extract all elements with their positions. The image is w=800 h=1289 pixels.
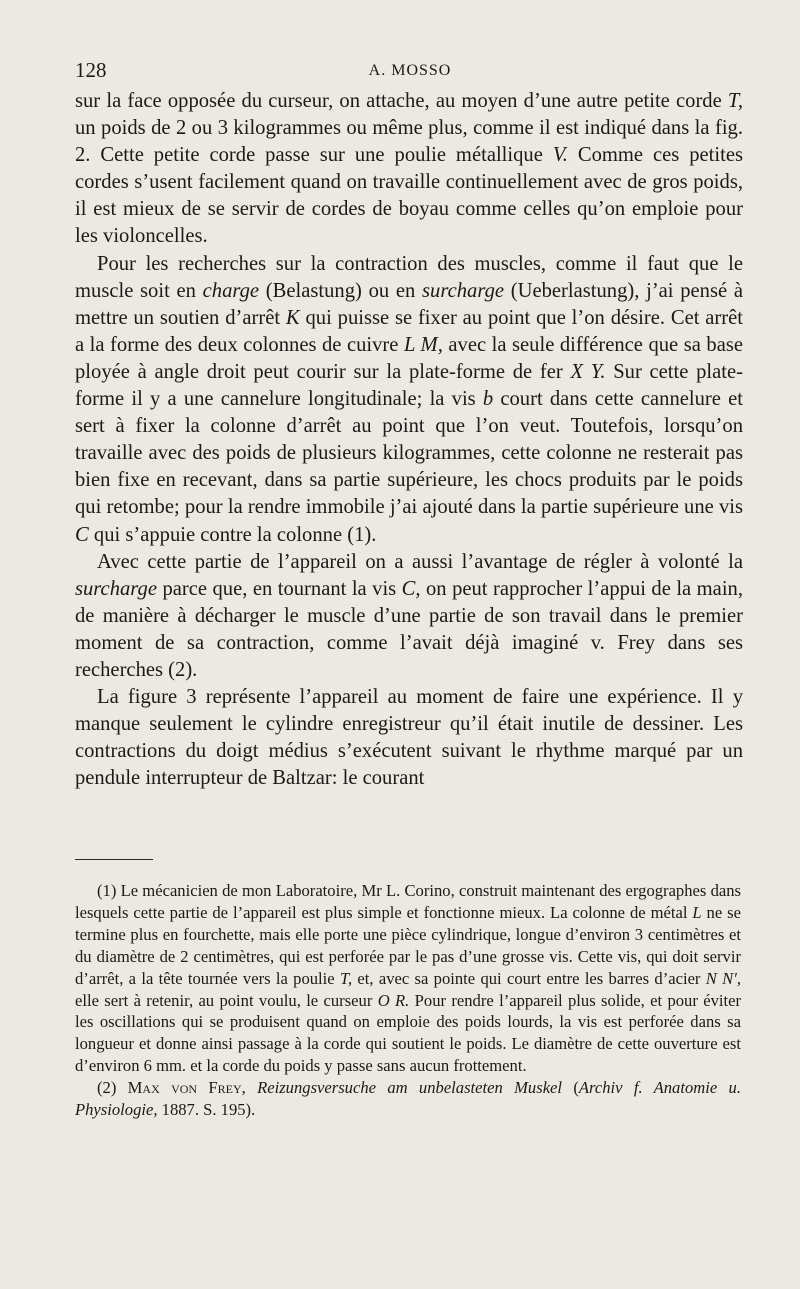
footnotes bbox=[75, 880, 741, 1121]
running-head-author: A. MOSSO bbox=[368, 62, 452, 79]
paragraph-2: Pour les recherches sur la contraction des muscles, comme il faut que le muscle soit en charge (Belastung) ou en surcharge (Ueberlastung), j’ai pensé à mettre un soutien d’arrêt K qui puisse se fixer au point que l’on désire. Cet arrêt a la forme des deux colonnes de cuivre L M, avec la seule différence que sa base ployée à angle droit peut courir sur la plate-forme de fer X Y. Sur cette plate-forme il y a une cannelure longitudinale; la vis b court dans cette cannelure et sert à fixer la colonne d’arrêt au point que l’on veut. Toutefois, lorsqu’on travaille avec des poids de plusieurs kilogrammes, cette colonne ne resterait pas bien fixe en recevant, dans sa partie supérieure, les chocs produits par le poids qui retombe; pour la rendre immobile j’ai ajouté dans la partie supérieure une vis C qui s’appuie contre la colonne (1). bbox=[75, 252, 743, 546]
running-head bbox=[75, 58, 745, 84]
main-text bbox=[75, 88, 743, 792]
footnote-2: (2) Max von Frey, Reizungsversuche am unbelasteten Muskel (Archiv f. Anatomie u. Physiologie, 1887. S. 195). bbox=[75, 1078, 741, 1120]
footnote-1: (1) Le mécanicien de mon Laboratoire, Mr L. Corino, construit maintenant des ergographes dans lesquels cette partie de l’appareil est plus simple et fonctionne mieux. La colonne de métal L ne se termine plus en fourchette, mais elle porte une pièce cylindrique, longue d’environ 3 centimètres et du diamètre de 2 centimètres, qui est perforée par le pas d’une grosse vis. Cette vis, qui doit servir d’arrêt, a la tête tournée vers la poulie T, et, avec sa pointe qui court entre les barres d’acier N N′, elle sert à retenir, au point voulu, le curseur O R. Pour rendre l’appareil plus solide, et pour éviter les oscillations qui se produisent quand on emploie des poids lourds, la vis est perforée dans sa longueur et donne ainsi passage à la corde qui soutient le poids. Le diamètre de cette ouverture est d’environ 6 mm. et la corde du poids y passe sans aucun frottement. bbox=[75, 881, 741, 1076]
paragraph-1: sur la face opposée du curseur, on attache, au moyen d’une autre petite corde T, un poids de 2 ou 3 kilogrammes ou même plus, comme il est indiqué dans la fig. 2. Cette petite corde passe sur une poulie métallique V. Comme ces petites cordes s’usent facilement quand on travaille continuellement avec de gros poids, il est mieux de se servir de cordes de boyau comme celles qu’on emploie pour les violoncelles. bbox=[75, 90, 743, 248]
paragraph-3: Avec cette partie de l’appareil on a aussi l’avantage de régler à volonté la surcharge parce que, en tournant la vis C, on peut rapprocher l’appui de la main, de manière à décharger le muscle d’une partie de son travail dans le premier moment de sa contraction, comme l’avait déjà imaginé v. Frey dans ses recherches (2). bbox=[75, 550, 743, 681]
paragraph-4: La figure 3 représente l’appareil au moment de faire une expérience. Il y manque seulement le cylindre enregistreur qu’il était inutile de dessiner. Les contractions du doigt médius s’exécutent suivant le rhythme marqué par un pendule interrupteur de Baltzar: le courant bbox=[75, 686, 743, 790]
footnote-rule bbox=[75, 859, 153, 860]
page-number: 128 bbox=[75, 58, 107, 82]
